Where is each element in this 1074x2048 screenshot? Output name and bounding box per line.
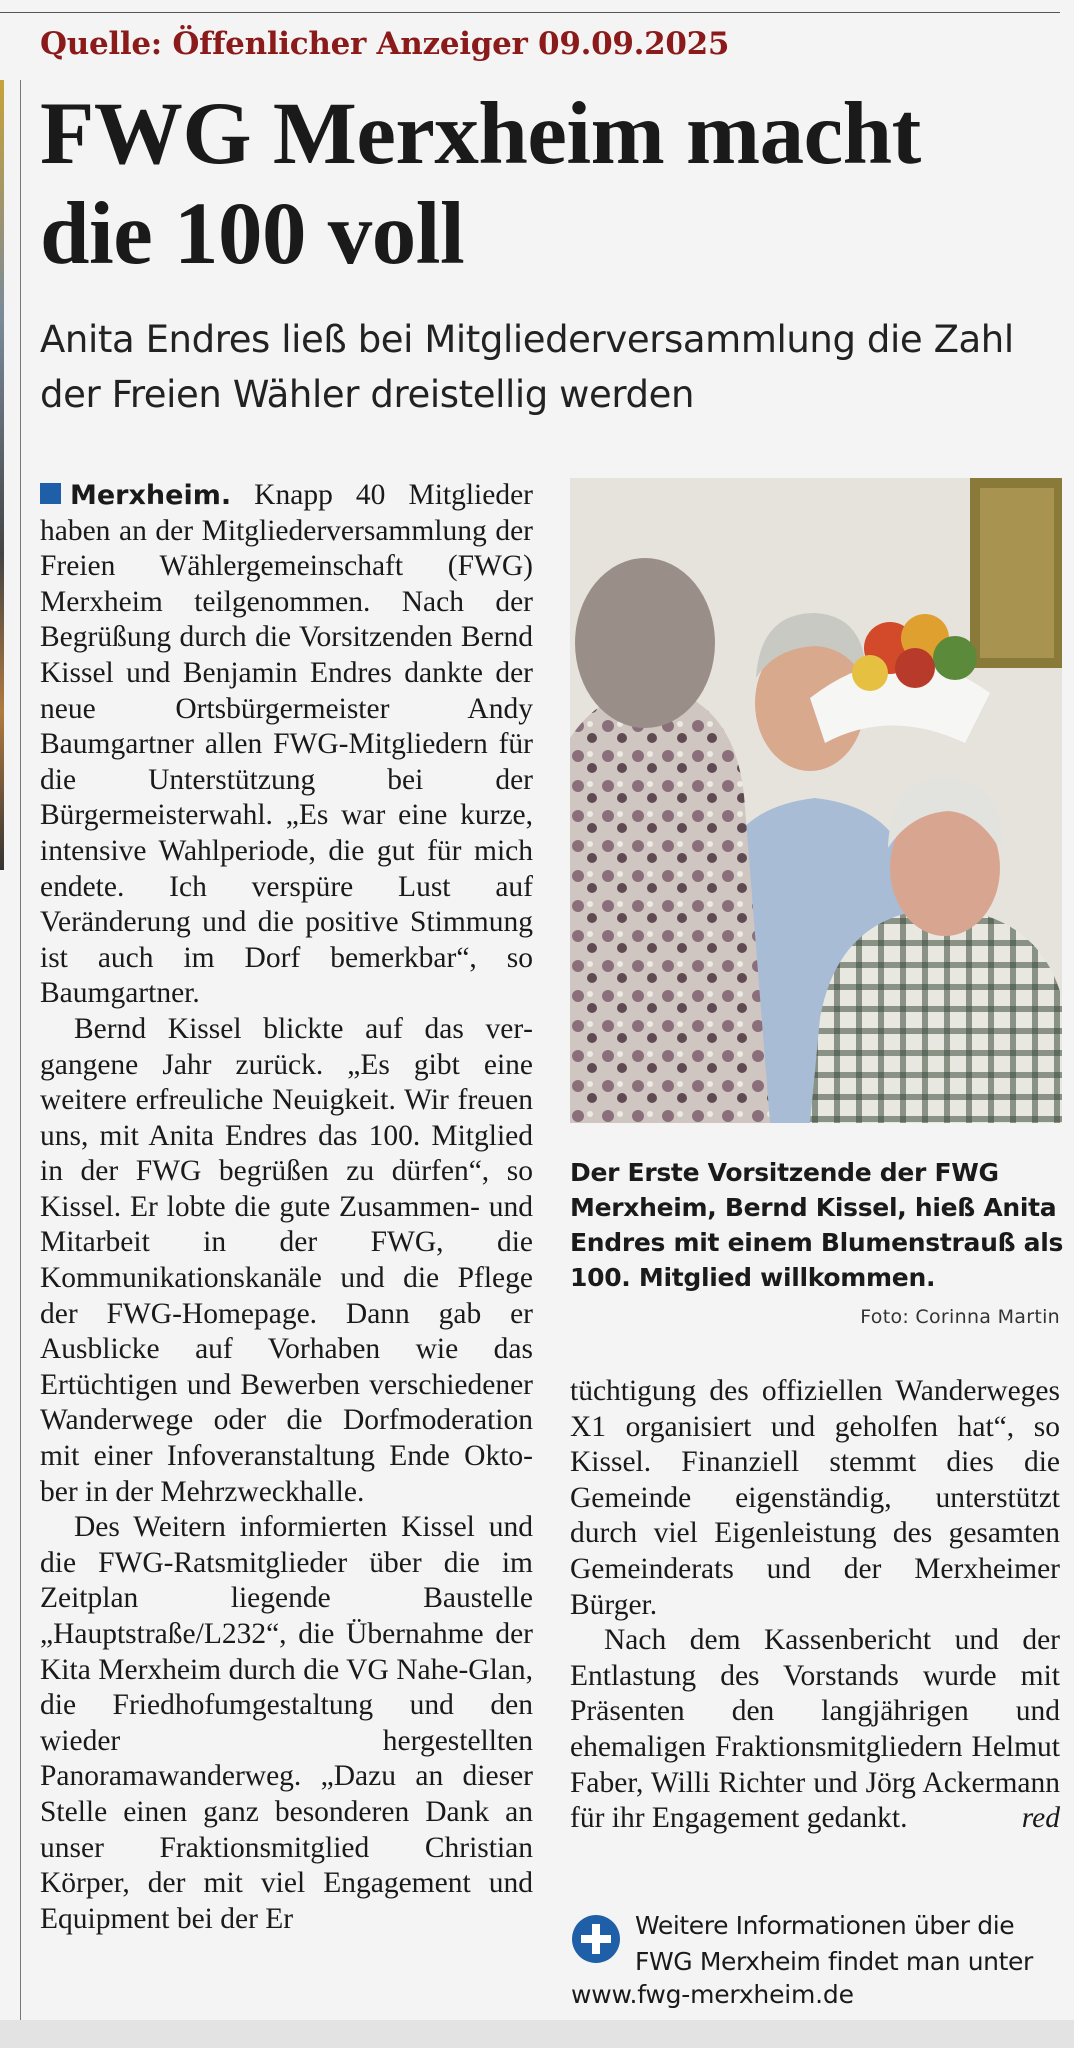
subheadline: Anita Endres ließ bei Mitgliederversammlung die Zahl der Freien Wähler dreistellig werden: [40, 318, 1014, 416]
headline-line-1: FWG Merxheim macht: [40, 85, 921, 183]
page-bottom-bar: [0, 2020, 1074, 2048]
top-rule: [0, 12, 1060, 13]
author-signoff: red: [1021, 1802, 1060, 1835]
website-link[interactable]: www.fwg-merxheim.de: [571, 1980, 854, 2009]
headline: [40, 84, 1060, 284]
section-marker-icon: [40, 483, 61, 504]
paragraph-4: tüchtigung des offiziellen Wanderweges X1 organisiert und geholfen hat“, so Kissel. Finanziell stemmt dies die Gemeinde eigenständig, unterstützt durch viel Eigenleistung des gesamten Gemeinderats und der Merxheimer Bürger.: [570, 1375, 1060, 1621]
dateline: Merxheim.: [70, 480, 232, 511]
source-line: Quelle: Öffenlicher Anzeiger 09.09.2025: [40, 26, 730, 62]
paragraph-5-text: Nach dem Kassenbericht und der Entlastung des Vorstands wurde mit Präsenten den langjährigen und ehemaligen Fraktionsmitgliedern Helmut Faber, Willi Richter und Jörg Ackermann für ihr Engagement gedankt.: [570, 1624, 1060, 1835]
article-column-1: [40, 478, 533, 1937]
plus-circle-icon: [571, 1914, 621, 1964]
photo-credit: Foto: Corinna Martin: [860, 1306, 1060, 1328]
adjacent-page-strip: [0, 80, 4, 870]
info-text: Weitere Informationen über die FWG Merxheim findet man unter: [635, 1911, 1033, 1976]
article-column-2: [570, 1374, 1060, 1837]
photo-caption: Der Erste Vorsitzende der FWG Merxheim, Bernd Kissel, hieß Anita Endres mit einem Blumenstrauß als 100. Mitglied willkommen.: [570, 1158, 1064, 1292]
paragraph-3: Des Weitern informierten Kissel und die FWG-Ratsmitglieder über die im Zeitplan liegende Baustelle „Hauptstraße/L232“, die Übernahme der Kita Merxheim durch die VG Nahe-Glan, die Friedhofumgestaltung und den wieder hergestellten Panoramawanderweg. „Dazu an dieser Stelle einen ganz besonderen Dank an unser Fraktionsmitglied Christian Körper, der mit viel Engagement und Equipment bei der Er: [40, 1511, 533, 1935]
paragraph-1: [40, 478, 533, 1012]
column-rule: [20, 80, 21, 2020]
article-photo: [570, 478, 1062, 1123]
paragraph-1-text: Knapp 40 Mitglieder haben an der Mitgliederversammlung der Freien Wählergemeinschaft (FWG) Merxheim teilgenommen. Nach der Begrüßung durch die Vorsitzenden Bernd Kissel und Benjamin Endres dankte der neue Ortsbürgermeister Andy Baumgartner allen FWG-Mitgliedern für die Unterstützung bei der Bürgermeisterwahl. „Es war eine kurze, intensive Wahlperiode, die gut für mich endete. Ich verspüre Lust auf Veränderung und die positive Stimmung ist auch im Dorf bemerkbar“, so Baumgartner.: [40, 479, 533, 1010]
paragraph-2: Bernd Kissel blickte auf das vergangene Jahr zurück. „Es gibt eine weitere erfreuliche Neuigkeit. Wir freuen uns, mit Anita Endres das 100. Mitglied in der FWG begrüßen zu dürfen“, so Kissel. Er lobte die gute Zusammen- und Mitarbeit in der FWG, die Kommunikationskanäle und die Pflege der FWG-Homepage. Dann gab er Ausblicke auf Vorhaben wie das Ertüchtigen und Bewerben verschiedener Wanderwege oder die Dorfmoderation mit einer Infoveranstaltung Ende Oktober in der Mehrzweckhalle.: [40, 1012, 533, 1508]
photo-illustration: [570, 478, 1062, 1123]
headline-line-2: die 100 voll: [40, 185, 465, 283]
paragraph-5: [570, 1623, 1060, 1837]
